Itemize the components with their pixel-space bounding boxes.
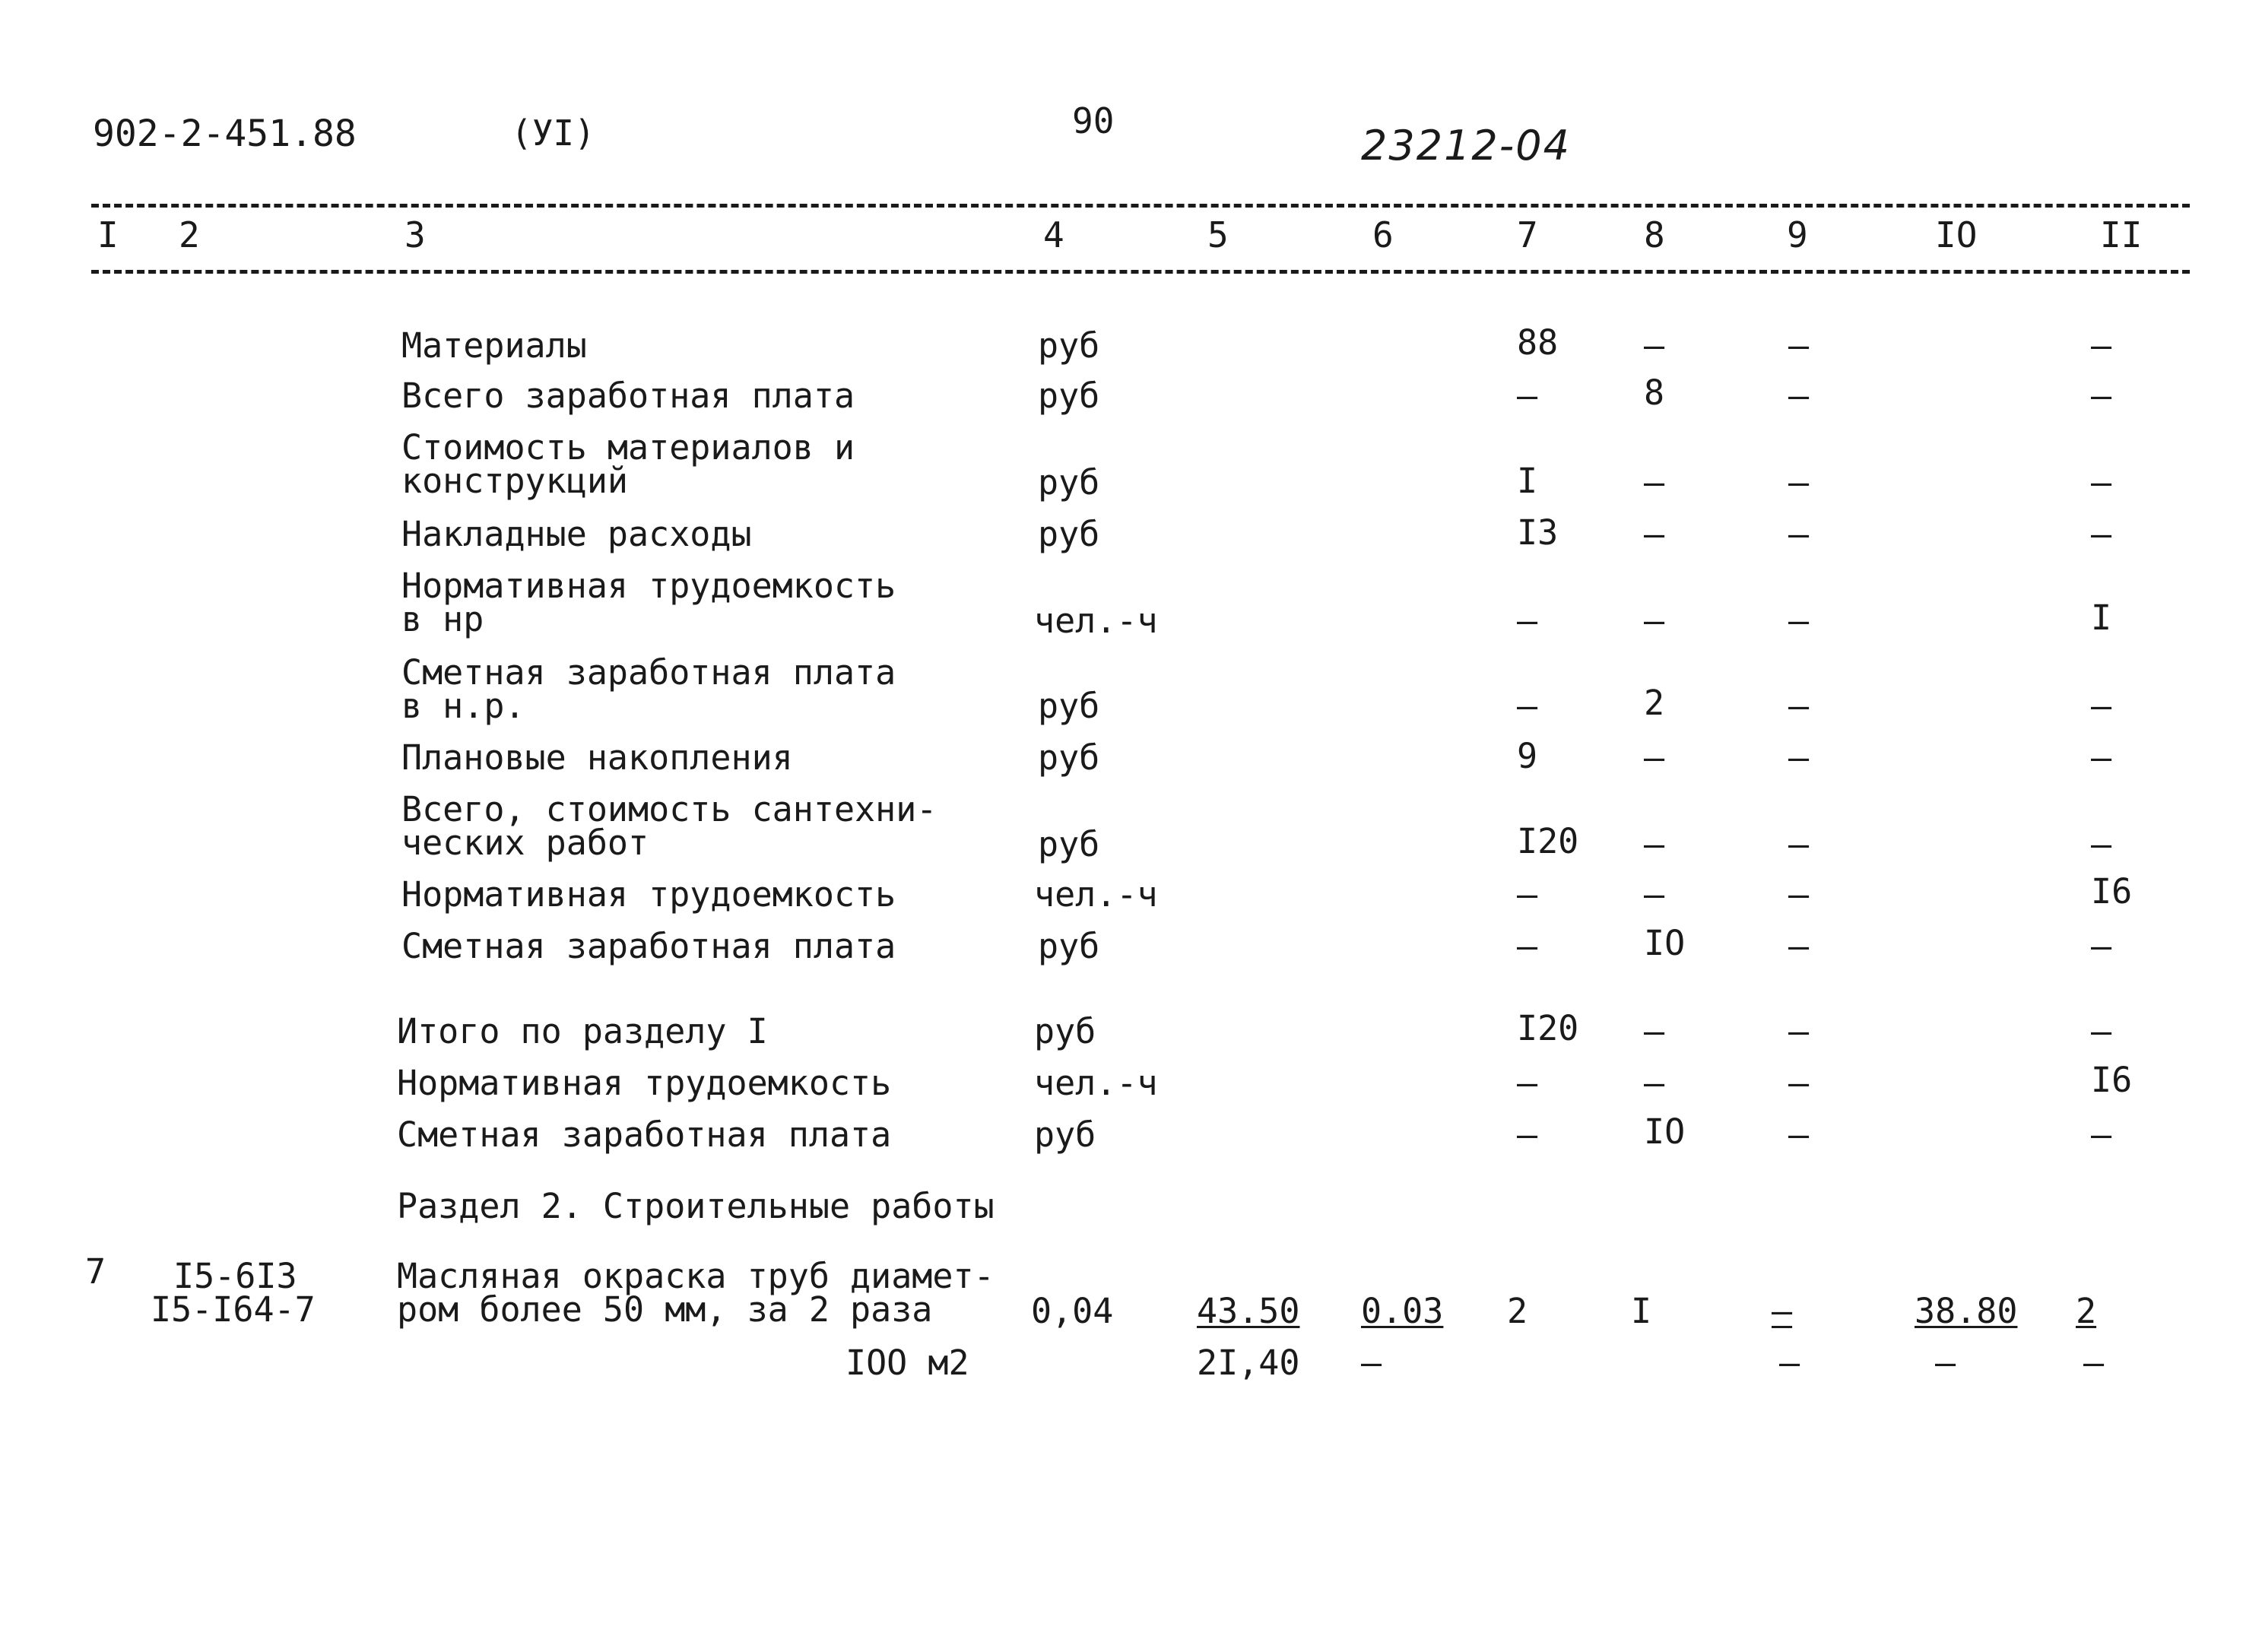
- column-number: 4: [1043, 214, 1064, 255]
- cell-col11: –: [2091, 737, 2112, 778]
- row-unit: руб: [1038, 686, 1100, 726]
- item-unit: IOO м2: [845, 1343, 969, 1383]
- cell-col8: –: [1644, 514, 1665, 554]
- cell-col11: –: [2091, 686, 2112, 726]
- row-unit: чел.-ч: [1034, 874, 1158, 915]
- row-label: в н.р.: [401, 686, 525, 726]
- column-number: IO: [1935, 214, 1978, 255]
- column-number: 3: [404, 214, 426, 255]
- column-number: 7: [1517, 214, 1538, 255]
- row-unit: руб: [1038, 926, 1100, 966]
- cell-col8: –: [1644, 325, 1665, 366]
- item-quantity: 0,04: [1031, 1291, 1114, 1331]
- cell-col8: –: [1644, 874, 1665, 915]
- cell-col9: –: [1788, 601, 1810, 641]
- row-unit: руб: [1034, 1115, 1096, 1155]
- cell-col11: –: [2091, 1011, 2112, 1051]
- cell-col8: –: [1644, 824, 1665, 864]
- row-label: Материалы: [401, 325, 587, 366]
- cell-col7: 9: [1517, 736, 1538, 776]
- row-unit: руб: [1038, 462, 1100, 503]
- cell-col11: –: [2091, 376, 2112, 416]
- cell-col8: IO: [1644, 923, 1686, 963]
- cell-col8: –: [1644, 462, 1665, 503]
- item-col6-top: 0.03: [1361, 1291, 1444, 1331]
- row-unit: руб: [1038, 376, 1100, 416]
- cell-col7: –: [1517, 601, 1538, 641]
- cell-col9: –: [1788, 1011, 1810, 1051]
- cell-col11: –: [2091, 325, 2112, 366]
- row-label: Сметная заработная плата: [401, 926, 896, 966]
- cell-col8: –: [1644, 1063, 1665, 1103]
- cell-col7: –: [1517, 874, 1538, 915]
- row-label: в нр: [401, 599, 484, 639]
- cell-col9: –: [1788, 824, 1810, 864]
- item-col9-bottom: –: [1779, 1343, 1800, 1383]
- cell-col11: I6: [2091, 871, 2133, 912]
- row-label: Нормативная трудоемкость: [397, 1063, 892, 1103]
- item-col6-bottom: –: [1361, 1343, 1382, 1383]
- cell-col11: I: [2091, 598, 2112, 638]
- row-label: Нормативная трудоемкость: [401, 874, 896, 915]
- row-unit: руб: [1038, 325, 1100, 366]
- row-label: Стоимость материалов и: [401, 427, 855, 468]
- cell-col7: –: [1517, 926, 1538, 966]
- page-number: 90: [1072, 100, 1115, 141]
- item-description: ром более 50 мм, за 2 раза: [397, 1289, 933, 1330]
- cell-col11: –: [2091, 462, 2112, 503]
- cell-col9: –: [1788, 376, 1810, 416]
- cell-col11: –: [2091, 926, 2112, 966]
- cell-col8: –: [1644, 601, 1665, 641]
- cell-col9: –: [1788, 325, 1810, 366]
- item-code: I5-6I3: [173, 1256, 297, 1296]
- cell-col7: I20: [1517, 1008, 1579, 1048]
- cell-col8: 2: [1644, 683, 1665, 723]
- cell-col9: –: [1788, 926, 1810, 966]
- cell-col11: I6: [2091, 1060, 2133, 1100]
- row-label: Нормативная трудоемкость: [401, 566, 896, 606]
- cell-col7: I: [1517, 461, 1538, 501]
- cell-col8: IO: [1644, 1111, 1686, 1152]
- row-label: Сметная заработная плата: [397, 1115, 892, 1155]
- row-label: Всего заработная плата: [401, 376, 855, 416]
- cell-col11: –: [2091, 1115, 2112, 1155]
- item-col8: I: [1631, 1291, 1652, 1331]
- cell-col7: I3: [1517, 512, 1559, 553]
- cell-col9: –: [1788, 514, 1810, 554]
- item-col5-top: 43.50: [1197, 1291, 1300, 1331]
- cell-col9: –: [1788, 462, 1810, 503]
- cell-col7: 88: [1517, 322, 1559, 363]
- cell-col9: –: [1788, 1115, 1810, 1155]
- cell-col11: –: [2091, 514, 2112, 554]
- row-unit: руб: [1038, 824, 1100, 864]
- row-unit: руб: [1038, 737, 1100, 778]
- header-rule-top: [91, 204, 2190, 208]
- row-label: конструкций: [401, 461, 629, 501]
- column-number: 9: [1787, 214, 1808, 255]
- cell-col9: –: [1788, 874, 1810, 915]
- column-number: 5: [1207, 214, 1229, 255]
- item-col10-bottom: –: [1935, 1343, 1956, 1383]
- cell-col8: –: [1644, 737, 1665, 778]
- row-label: Сметная заработная плата: [401, 652, 896, 693]
- section-heading: Раздел 2. Строительные работы: [397, 1186, 995, 1226]
- item-col10-top: 38.80: [1915, 1291, 2018, 1331]
- row-unit: чел.-ч: [1034, 1063, 1158, 1103]
- project-code: 902-2-451.88: [93, 113, 357, 155]
- row-label: Всего, стоимость сантехни-: [401, 789, 937, 829]
- column-number: II: [2100, 214, 2143, 255]
- cell-col7: –: [1517, 686, 1538, 726]
- item-col7: 2: [1507, 1291, 1528, 1331]
- item-col9-top: –: [1772, 1291, 1793, 1331]
- document-number: 23212-04: [1361, 122, 1571, 170]
- cell-col8: –: [1644, 1011, 1665, 1051]
- item-description: Масляная окраска труб диамет-: [397, 1256, 995, 1296]
- item-number: 7: [85, 1251, 106, 1292]
- cell-col7: I20: [1517, 821, 1579, 861]
- cell-col7: –: [1517, 376, 1538, 416]
- cell-col9: –: [1788, 737, 1810, 778]
- column-number: I: [97, 214, 119, 255]
- row-unit: чел.-ч: [1034, 601, 1158, 641]
- row-unit: руб: [1034, 1011, 1096, 1051]
- item-col11-top: 2: [2076, 1291, 2097, 1331]
- row-label: Итого по разделу I: [397, 1011, 768, 1051]
- cell-col9: –: [1788, 1063, 1810, 1103]
- row-unit: руб: [1038, 514, 1100, 554]
- row-label: ческих работ: [401, 823, 649, 863]
- row-label: Плановые накопления: [401, 737, 793, 778]
- column-number: 8: [1644, 214, 1665, 255]
- item-code: I5-I64-7: [151, 1289, 316, 1330]
- cell-col8: 8: [1644, 373, 1665, 413]
- section-code: (УI): [511, 113, 595, 154]
- cell-col11: –: [2091, 824, 2112, 864]
- cell-col7: –: [1517, 1063, 1538, 1103]
- column-number: 2: [179, 214, 200, 255]
- item-col5-bottom: 2I,40: [1197, 1343, 1300, 1383]
- row-label: Накладные расходы: [401, 514, 752, 554]
- cell-col9: –: [1788, 686, 1810, 726]
- column-number: 6: [1372, 214, 1394, 255]
- header-rule-bottom: [91, 270, 2190, 274]
- cell-col7: –: [1517, 1115, 1538, 1155]
- item-col11-bottom: –: [2083, 1343, 2105, 1383]
